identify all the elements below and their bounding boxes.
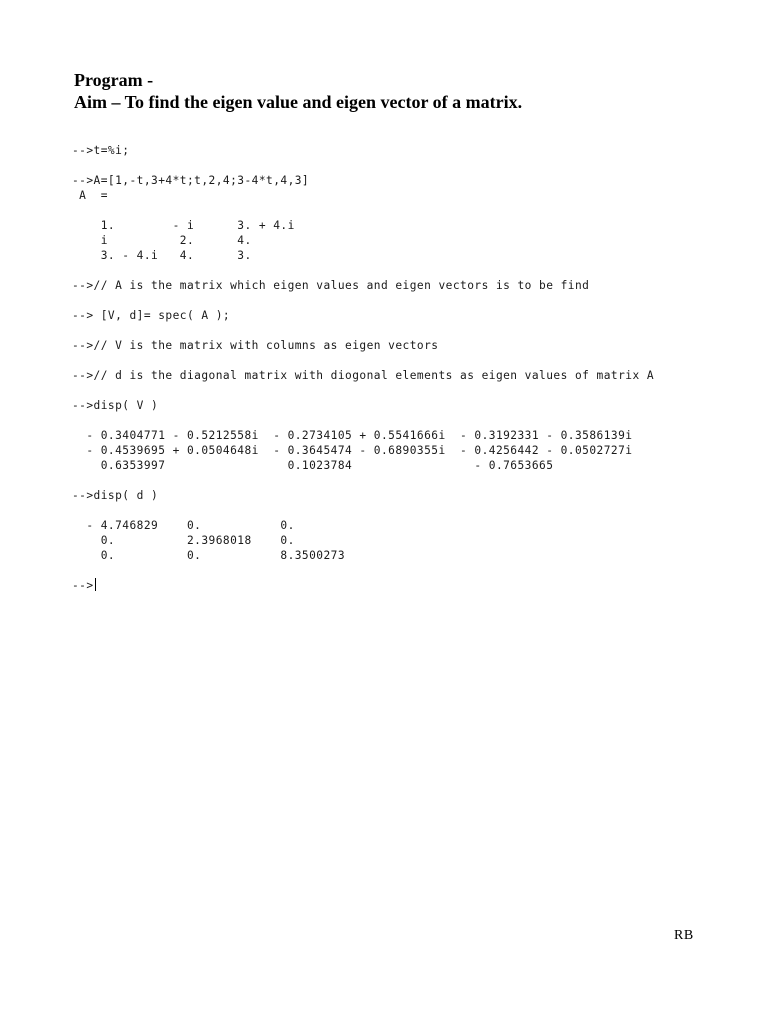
eigenvalue-row-2: 0. 2.3968018 0.	[72, 534, 295, 547]
footer-initials: RB	[674, 928, 694, 943]
matrix-row-3: 3. - 4.i 4. 3.	[72, 249, 252, 262]
aim-heading: Aim – To find the eigen value and eigen vector of a matrix.	[74, 92, 523, 112]
console-line-disp-d: -->disp( d )	[72, 489, 159, 502]
console-line-assign-t: -->t=%i;	[72, 144, 130, 157]
console-line-define-matrix: -->A=[1,-t,3+4*t;t,2,4;3-4*t,4,3]	[72, 174, 310, 187]
eigenvalue-row-3: 0. 0. 8.3500273	[72, 549, 346, 562]
eigenvector-row-1: - 0.3404771 - 0.5212558i - 0.2734105 + 0.5541666i - 0.3192331 - 0.3586139i	[72, 429, 633, 442]
eigenvector-row-2: - 0.4539695 + 0.0504648i - 0.3645474 - 0.6890355i - 0.4256442 - 0.0502727i	[72, 444, 633, 457]
eigenvector-row-3: 0.6353997 0.1023784 - 0.7653665	[72, 459, 554, 472]
matrix-row-1: 1. - i 3. + 4.i	[72, 219, 295, 232]
console-comment-matrix: -->// A is the matrix which eigen values and eigen vectors is to be find	[72, 279, 590, 292]
console-line-disp-v: -->disp( V )	[72, 399, 159, 412]
console-comment-eigenvectors: -->// V is the matrix with columns as eigen vectors	[72, 339, 439, 352]
matrix-row-2: i 2. 4.	[72, 234, 252, 247]
eigenvalue-row-1: - 4.746829 0. 0.	[72, 519, 295, 532]
console-line-spec: --> [V, d]= spec( A );	[72, 309, 231, 322]
console-comment-eigenvalues: -->// d is the diagonal matrix with diogonal elements as eigen values of matrix A	[72, 369, 655, 382]
console-prompt[interactable]	[72, 578, 96, 593]
prompt-text: -->	[72, 579, 94, 592]
text-cursor	[95, 578, 96, 591]
program-heading: Program -	[74, 70, 154, 90]
console-line-matrix-label: A =	[72, 189, 108, 202]
